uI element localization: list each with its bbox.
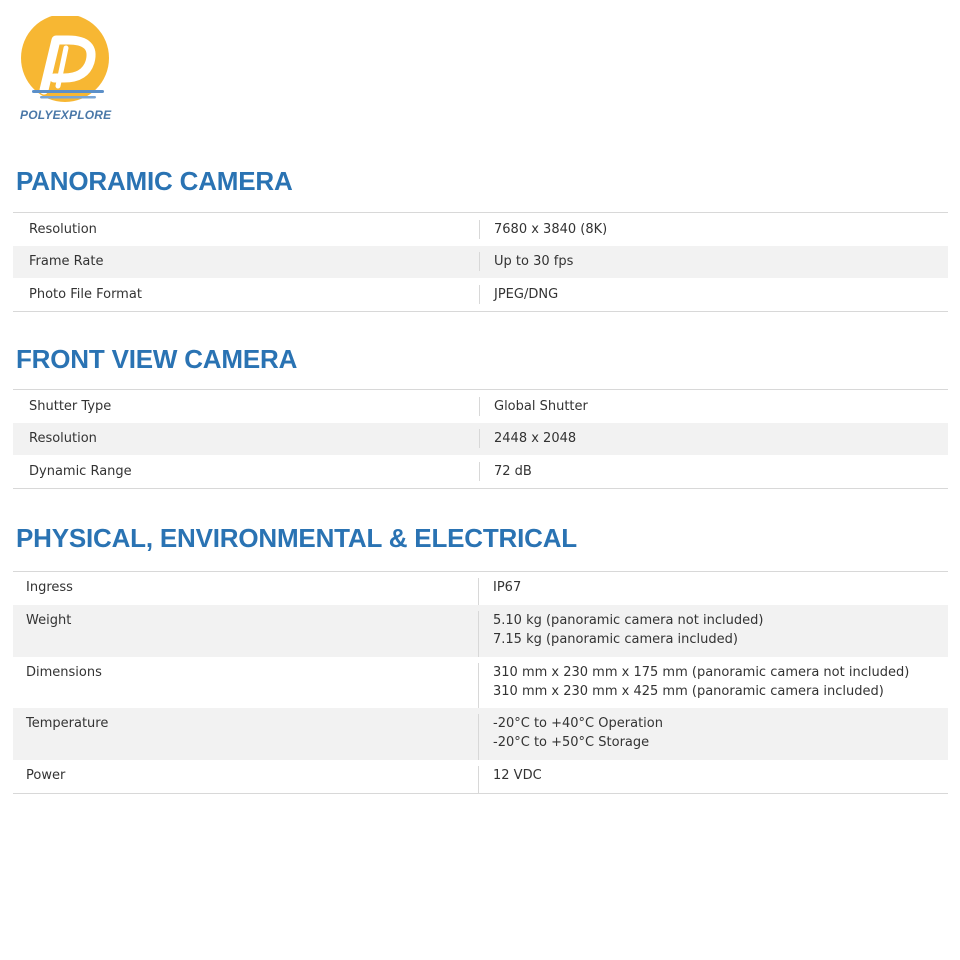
spec-value: 72 dB [494,463,532,479]
table-row [13,605,948,657]
table-row [13,390,948,423]
brand-name: POLYEXPLORE [20,108,112,122]
table-row [13,708,948,760]
spec-value: IP67 [493,580,522,595]
spec-table-front-view-camera [13,389,948,489]
table-row [13,760,948,793]
spec-value: 2448 x 2048 [494,431,577,447]
spec-label: Temperature [13,714,479,760]
section-title-front-view-camera: FRONT VIEW CAMERA [16,344,298,374]
section-title-physical-environmental-electrical: PHYSICAL, ENVIRONMENTAL & ELECTRICAL [16,523,577,553]
spec-label: Dynamic Range [13,462,480,481]
spec-label: Resolution [13,220,480,239]
brand-logo [18,16,114,126]
polyexplore-logo-icon [18,16,114,106]
spec-label: Ingress [13,578,479,605]
spec-label: Photo File Format [13,285,480,304]
spec-table-panoramic-camera [13,212,948,312]
table-row [13,278,948,311]
spec-value: Global Shutter [494,398,588,414]
spec-value: 7680 x 3840 (8K) [494,221,608,237]
spec-table-physical-environmental-electrical [13,571,948,794]
spec-value: 12 VDC [493,767,542,783]
spec-value: JPEG/DNG [494,286,559,302]
spec-label: Dimensions [13,663,479,709]
table-row [13,572,948,605]
spec-label: Weight [13,611,479,657]
spec-value: 310 mm x 230 mm x 175 mm (panoramic camera not included) 310 mm x 230 mm x 425 mm (panoramic camera included) [493,664,910,699]
table-row [13,213,948,246]
spec-label: Resolution [13,429,480,448]
spec-label: Frame Rate [13,252,480,271]
table-row [13,455,948,488]
spec-label: Power [13,766,479,793]
spec-value: Up to 30 fps [494,254,574,270]
table-row [13,657,948,709]
table-row [13,246,948,279]
section-title-panoramic-camera: PANORAMIC CAMERA [16,166,293,196]
spec-value: 5.10 kg (panoramic camera not included) 7.15 kg (panoramic camera included) [493,613,764,647]
spec-label: Shutter Type [13,397,480,416]
table-row [13,423,948,456]
spec-value: -20°C to +40°C Operation -20°C to +50°C Storage [493,716,663,750]
